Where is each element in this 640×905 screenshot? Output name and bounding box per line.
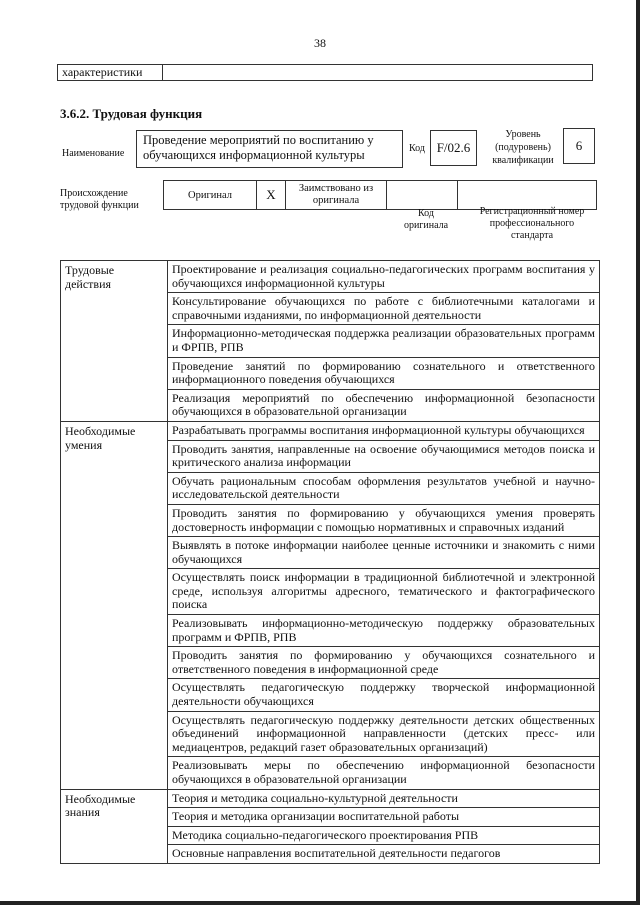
function-code-box: F/02.6 [430, 130, 477, 166]
required-skills-title: Необходимые умения [61, 421, 168, 789]
required-skills-item: Осуществлять педагогическую поддержку творческой информационной деятельности обучающихся [168, 679, 600, 711]
required-skills-item: Проводить занятия по формированию у обучающихся сознательного и ответственного поведения в информационной среде [168, 647, 600, 679]
required-knowledge-item: Теория и методика социально-культурной деятельности [168, 789, 600, 808]
origin-code-caption: Код оригинала [403, 208, 449, 231]
function-table-body [61, 261, 600, 864]
required-skills-item: Разрабатывать программы воспитания информационной культуры обучающихся [168, 421, 600, 440]
top-row-label: характеристики [58, 65, 163, 81]
required-knowledge-title: Необходимые знания [61, 789, 168, 863]
required-skills-item: Проводить занятия по формированию у обучающихся умения проверять достоверность информации с помощью нормативных и справочных изданий [168, 504, 600, 536]
origin-mark: X [257, 181, 286, 210]
top-row-table [57, 64, 593, 81]
level-label: Уровень (подуровень) квалификации [492, 129, 554, 166]
section-title: 3.6.2. Трудовая функция [60, 106, 203, 121]
origin-original: Оригинал [164, 181, 257, 210]
code-label: Код [409, 143, 425, 154]
labor-actions-item: Консультирование обучающихся по работе с библиотечными каталогами и справочными изданиями, по информационной деятельности [168, 293, 600, 325]
page-number: 38 [314, 36, 326, 50]
name-label: Наименование [62, 148, 125, 159]
labor-actions-item: Проектирование и реализация социально-педагогических программ воспитания у обучающихся информационной культуры [168, 261, 600, 293]
function-table [60, 260, 600, 864]
required-skills-item: Обучать рациональным способам оформления результатов учебной и научно-исследовательской деятельности [168, 472, 600, 504]
origin-reg-caption: Регистрационный номер профессионального стандарта [479, 206, 585, 241]
labor-actions-item: Проведение занятий по формированию сознательного и ответственного информационного поведения обучающихся [168, 357, 600, 389]
top-row-value [163, 65, 593, 81]
required-knowledge-item: Методика социально-педагогического проектирования РПВ [168, 826, 600, 845]
table-row [61, 261, 600, 293]
table-row [61, 789, 600, 808]
required-knowledge-item: Основные направления воспитательной деятельности педагогов [168, 845, 600, 864]
labor-actions-title: Трудовые действия [61, 261, 168, 422]
origin-label: Происхождение трудовой функции [60, 188, 139, 211]
required-skills-item: Реализовывать меры по обеспечению информационной безопасности обучающихся в образовательной организации [168, 757, 600, 789]
required-skills-item: Осуществлять поиск информации в традиционной библиотечной и электронной среде, используя алгоритмы адресного, тематического и фактографического поиска [168, 569, 600, 615]
table-row [61, 421, 600, 440]
required-skills-item: Выявлять в потоке информации наиболее ценные источники и знакомить с ними обучающихся [168, 537, 600, 569]
level-value-box: 6 [563, 128, 595, 164]
function-name-box: Проведение мероприятий по воспитанию у обучающихся информационной культуры [136, 130, 403, 168]
origin-code-cell [387, 181, 458, 210]
labor-actions-item: Информационно-методическая поддержка реализации образовательных программ и ФРПВ, РПВ [168, 325, 600, 357]
required-knowledge-item: Теория и методика организации воспитательной работы [168, 808, 600, 827]
required-skills-item: Реализовывать информационно-методическую поддержку образовательных программ и ФРПВ, РПВ [168, 615, 600, 647]
labor-actions-item: Реализация мероприятий по обеспечению информационной безопасности обучающихся в образовательной организации [168, 389, 600, 421]
required-skills-item: Осуществлять педагогическую поддержку деятельности детских общественных объединений информационной направленности (детских пресс- или медиацентров, редакций газет образовательных организаций) [168, 711, 600, 757]
required-skills-item: Проводить занятия, направленные на освоение обучающимися методов поиска и критического анализа информации [168, 440, 600, 472]
origin-borrowed: Заимствовано из оригинала [286, 181, 387, 210]
